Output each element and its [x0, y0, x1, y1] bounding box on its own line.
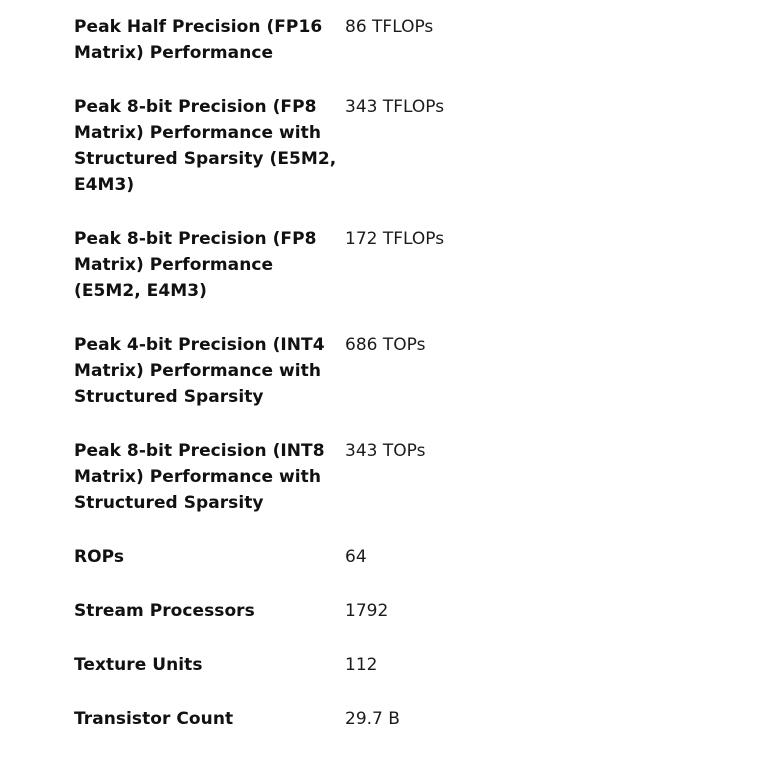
spec-row-texture-units — [74, 652, 714, 678]
spec-label: Peak 4-bit Precision (INT4 Matrix) Performance with Structured Sparsity — [74, 335, 325, 407]
spec-label: Stream Processors — [74, 601, 255, 621]
spec-value: 112 — [345, 655, 378, 675]
spec-label: Transistor Count — [74, 709, 234, 729]
spec-label: Peak 8-bit Precision (FP8 Matrix) Performance (E5M2, E4M3) — [74, 229, 317, 301]
spec-row-fp16 — [74, 14, 714, 66]
spec-value: 686 TOPs — [345, 335, 426, 355]
spec-value: 172 TFLOPs — [345, 229, 445, 249]
spec-row-int4-sparsity — [74, 332, 714, 410]
spec-label: ROPs — [74, 547, 125, 567]
spec-value: 86 TFLOPs — [345, 17, 434, 37]
spec-label: Peak 8-bit Precision (INT8 Matrix) Performance with Structured Sparsity — [74, 441, 325, 513]
spec-row-fp8 — [74, 226, 714, 304]
spec-row-stream-processors — [74, 598, 714, 624]
spec-label: Peak Half Precision (FP16 Matrix) Performance — [74, 17, 323, 63]
spec-value: 343 TFLOPs — [345, 97, 445, 117]
spec-row-rops — [74, 544, 714, 570]
spec-row-fp8-sparsity — [74, 94, 714, 198]
spec-table — [74, 14, 714, 760]
spec-row-transistor-count — [74, 706, 714, 732]
spec-label: Texture Units — [74, 655, 203, 675]
spec-label: Peak 8-bit Precision (FP8 Matrix) Performance with Structured Sparsity (E5M2, E4M3) — [74, 97, 337, 195]
spec-value: 1792 — [345, 601, 389, 621]
spec-value: 64 — [345, 547, 367, 567]
spec-row-int8-sparsity — [74, 438, 714, 516]
spec-value: 29.7 B — [345, 709, 400, 729]
spec-value: 343 TOPs — [345, 441, 426, 461]
